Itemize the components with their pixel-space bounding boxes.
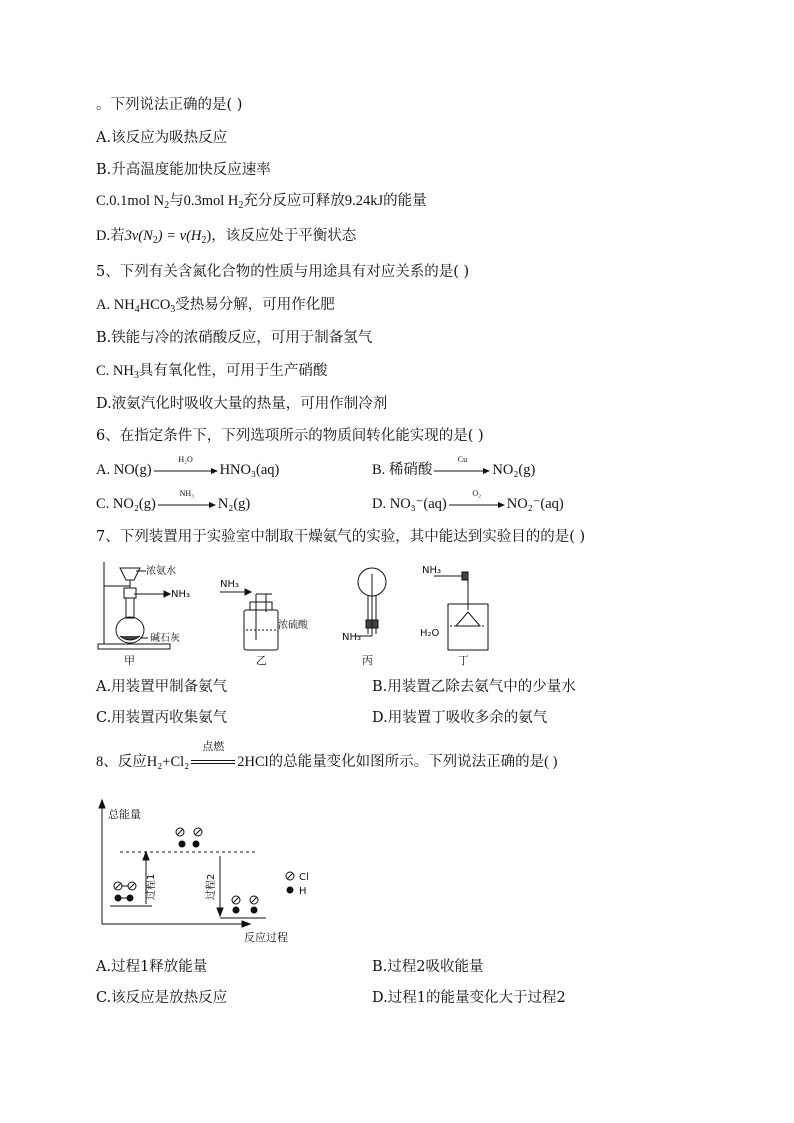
q6-stem: 6、在指定条件下，下列选项所示的物质间转化能实现的是( ): [96, 428, 484, 444]
q7-apparatus-figure: [96, 556, 496, 668]
yi-nh3: NH₃: [220, 579, 240, 590]
q5-stem: 5、下列有关含氮化合物的性质与用途具有对应关系的是( ): [96, 264, 470, 280]
apparatus-bing: [354, 568, 386, 636]
q6-option-d: D. NO₃⁻(aq) O₂ NO₂⁻(aq): [372, 488, 564, 512]
q6-option-b: B. 稀硝酸 Cu NO₂(g): [372, 454, 536, 478]
legend-cl: Cl: [299, 872, 309, 883]
q6-option-c: C. NO₂(g) NH₃ N₂(g): [96, 488, 251, 512]
apparatus-yi: [220, 589, 278, 650]
legend-h: H: [299, 886, 307, 897]
q4-option-c: C.0.1mol $N_2$与0.3mol $H_2$充分反应可释放9.24kJ的能量: [96, 193, 427, 211]
q8-option-a: A.过程1释放能量: [96, 959, 208, 975]
q7-stem: 7、下列装置用于实验室中制取干燥氨气的实验，其中能达到实验目的的是( ): [96, 529, 586, 545]
apparatus-ding: [434, 572, 488, 650]
x-axis-label: 反应过程: [244, 931, 288, 944]
legend: [286, 872, 294, 893]
q8-energy-diagram: [96, 796, 326, 946]
reactant-molecules: [114, 882, 136, 901]
ding-label: 丁: [458, 654, 469, 667]
q4-stem: 。下列说法正确的是( ): [96, 97, 243, 113]
jia-conc-ammonia: 浓氨水: [146, 566, 176, 577]
process1-label: 过程1: [146, 873, 157, 900]
q7-option-b: B.用装置乙除去氨气中的少量水: [372, 679, 576, 695]
q5-option-c: C. $NH_3$具有氧化性，可用于生产硝酸: [96, 363, 328, 381]
q6-option-a: A. NO(g) H₂O HNO₃(aq): [96, 454, 280, 478]
separate-atoms: [176, 828, 202, 847]
q5-option-a: A. $NH_4HCO_3$受热易分解，可用作化肥: [96, 297, 335, 315]
q7-option-d: D.用装置丁吸收多余的氨气: [372, 710, 548, 726]
q8-option-d: D.过程1的能量变化大于过程2: [372, 990, 566, 1006]
q4-option-d: D.若$3v(N_2) = v(H_2)$，该反应处于平衡状态: [96, 228, 357, 246]
q4-option-b: B.升高温度能加快反应速率: [96, 162, 271, 178]
bing-nh3: NH₃: [342, 632, 362, 643]
product-molecules: [232, 896, 258, 913]
ding-h2o: H₂O: [420, 628, 440, 639]
yi-conc-h2so4: 浓硫酸: [278, 620, 308, 631]
yi-label: 乙: [256, 654, 267, 667]
y-axis-label: 总能量: [108, 808, 141, 821]
jia-soda-lime: 碱石灰: [150, 633, 180, 644]
q8-option-b: B.过程2吸收能量: [372, 959, 484, 975]
q7-option-c: C.用装置丙收集氨气: [96, 710, 228, 726]
ding-nh3: NH₃: [422, 565, 442, 576]
q8-stem: 8、反应H₂+Cl₂ 点燃 2HCl的总能量变化如图所示。下列说法正确的是( ): [96, 740, 558, 770]
q5-option-d: D.液氨汽化时吸收大量的热量，可用作制冷剂: [96, 396, 388, 412]
process2-label: 过程2: [206, 873, 217, 900]
q8-option-c: C.该反应是放热反应: [96, 990, 228, 1006]
q5-option-b: B.铁能与冷的浓硝酸反应，可用于制备氢气: [96, 330, 373, 346]
jia-label: 甲: [124, 654, 135, 667]
q4-option-a: A.该反应为吸热反应: [96, 130, 228, 146]
legend-h-icon: [287, 887, 293, 893]
jia-nh3: NH₃: [171, 589, 191, 600]
q7-option-a: A.用装置甲制备氨气: [96, 679, 228, 695]
bing-label: 丙: [362, 654, 373, 667]
